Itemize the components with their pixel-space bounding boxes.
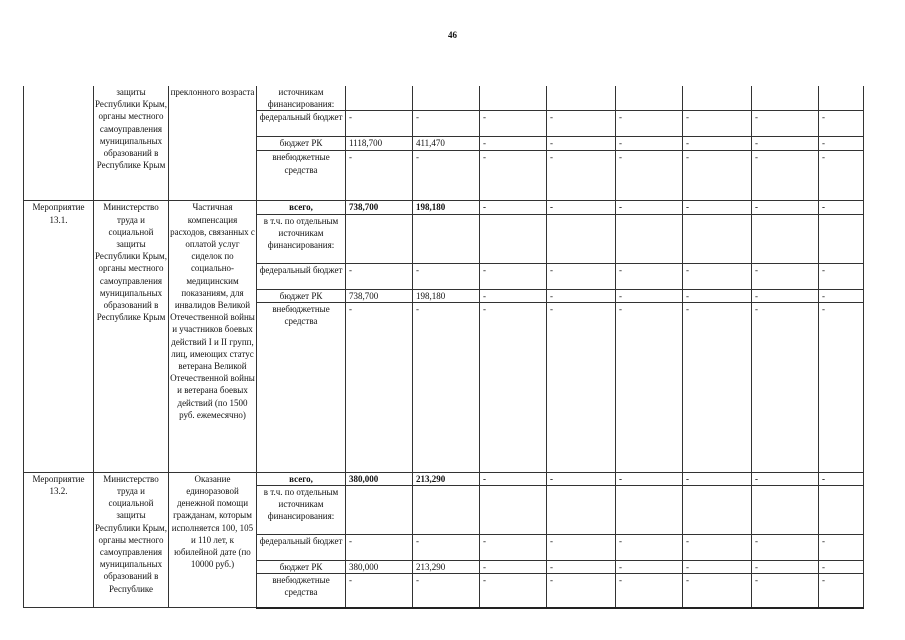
amount-cell: 411,470 xyxy=(413,137,480,151)
amount-cell xyxy=(683,214,752,263)
funding-source-cell: федеральный бюджет xyxy=(257,263,346,289)
amount-cell: - xyxy=(480,263,547,289)
amount-cell: - xyxy=(683,137,752,151)
amount-cell: - xyxy=(752,263,819,289)
amount-cell: - xyxy=(752,151,819,201)
funding-source-cell: федеральный бюджет xyxy=(257,111,346,137)
description-cell: преклонного возраста xyxy=(169,86,257,201)
amount-cell xyxy=(346,214,413,263)
amount-cell: - xyxy=(616,561,683,574)
amount-cell: - xyxy=(819,472,864,485)
amount-cell: 213,290 xyxy=(413,472,480,485)
amount-cell xyxy=(547,214,616,263)
amount-cell: - xyxy=(683,151,752,201)
amount-cell: - xyxy=(480,289,547,302)
amount-cell: - xyxy=(616,111,683,137)
amount-cell xyxy=(752,86,819,111)
amount-cell: - xyxy=(547,574,616,608)
funding-source-cell: в т.ч. по отдельным источникам финансирования: xyxy=(257,486,346,535)
amount-cell: - xyxy=(683,263,752,289)
amount-cell: - xyxy=(819,151,864,201)
amount-cell xyxy=(547,486,616,535)
funding-source-cell: источникам финансирования: xyxy=(257,86,346,111)
amount-cell: 198,180 xyxy=(413,201,480,214)
amount-cell: - xyxy=(346,111,413,137)
amount-cell: - xyxy=(547,561,616,574)
amount-cell: - xyxy=(683,472,752,485)
amount-cell: - xyxy=(683,201,752,214)
description-cell: Частичная компенсация расходов, связанных с оплатой услуг сиделок по социально-медицинским показаниям, для инвалидов Великой Отечественной войны и участников боевых действий I и II групп, лиц, имеющих статус ветерана Великой Отечественной войны и ветерана боевых действий (по 1500 руб. ежемесячно) xyxy=(169,201,257,472)
amount-cell: - xyxy=(346,151,413,201)
amount-cell xyxy=(616,486,683,535)
amount-cell xyxy=(616,86,683,111)
amount-cell: 213,290 xyxy=(413,561,480,574)
amount-cell xyxy=(683,486,752,535)
amount-cell: - xyxy=(616,137,683,151)
amount-cell xyxy=(819,486,864,535)
amount-cell: - xyxy=(752,574,819,608)
amount-cell: - xyxy=(480,302,547,472)
funding-source-cell: всего, xyxy=(257,472,346,485)
amount-cell: - xyxy=(819,561,864,574)
amount-cell: 198,180 xyxy=(413,289,480,302)
amount-cell: - xyxy=(819,111,864,137)
financing-table xyxy=(23,86,864,609)
funding-source-cell: внебюджетные средства xyxy=(257,302,346,472)
amount-cell: - xyxy=(480,472,547,485)
amount-cell: - xyxy=(346,574,413,608)
event-cell: Мероприятие 13.2. xyxy=(24,472,94,607)
amount-cell: 380,000 xyxy=(346,472,413,485)
event-cell: Мероприятие 13.1. xyxy=(24,201,94,472)
amount-cell: - xyxy=(683,561,752,574)
funding-source-cell: всего, xyxy=(257,201,346,214)
executor-cell: защиты Республики Крым, органы местного самоуправления муниципальных образований в Республике Крым xyxy=(94,86,169,201)
amount-cell: - xyxy=(752,137,819,151)
amount-cell: - xyxy=(480,111,547,137)
amount-cell: - xyxy=(752,201,819,214)
amount-cell: - xyxy=(413,302,480,472)
amount-cell: - xyxy=(752,472,819,485)
amount-cell: - xyxy=(616,151,683,201)
amount-cell: - xyxy=(683,111,752,137)
amount-cell xyxy=(346,86,413,111)
amount-cell: - xyxy=(819,574,864,608)
table-body xyxy=(24,86,864,608)
amount-cell: - xyxy=(752,535,819,561)
amount-cell: - xyxy=(480,561,547,574)
amount-cell: - xyxy=(683,535,752,561)
funding-source-cell: федеральный бюджет xyxy=(257,535,346,561)
amount-cell: - xyxy=(683,574,752,608)
amount-cell: - xyxy=(819,263,864,289)
amount-cell: - xyxy=(547,201,616,214)
amount-cell xyxy=(413,486,480,535)
amount-cell: - xyxy=(547,137,616,151)
event-cell xyxy=(24,86,94,201)
funding-source-cell: бюджет РК xyxy=(257,561,346,574)
amount-cell: - xyxy=(819,302,864,472)
amount-cell xyxy=(480,86,547,111)
amount-cell: - xyxy=(413,535,480,561)
amount-cell: - xyxy=(547,302,616,472)
amount-cell: - xyxy=(413,151,480,201)
amount-cell: - xyxy=(752,561,819,574)
amount-cell: - xyxy=(413,574,480,608)
amount-cell: - xyxy=(616,574,683,608)
amount-cell xyxy=(683,86,752,111)
amount-cell: - xyxy=(480,137,547,151)
amount-cell: - xyxy=(752,302,819,472)
amount-cell: - xyxy=(480,574,547,608)
amount-cell: - xyxy=(413,111,480,137)
amount-cell xyxy=(346,486,413,535)
amount-cell: - xyxy=(346,535,413,561)
amount-cell: - xyxy=(547,111,616,137)
amount-cell: - xyxy=(819,535,864,561)
amount-cell: - xyxy=(480,151,547,201)
funding-source-cell: внебюджетные средства xyxy=(257,574,346,608)
amount-cell xyxy=(752,486,819,535)
funding-source-cell: бюджет РК xyxy=(257,137,346,151)
amount-cell: - xyxy=(616,472,683,485)
amount-cell: - xyxy=(413,263,480,289)
description-cell: Оказание единоразовой денежной помощи гражданам, которым исполняется 100, 105 и 110 лет, к юбилейной дате (по 10000 руб.) xyxy=(169,472,257,607)
amount-cell: - xyxy=(683,289,752,302)
amount-cell: - xyxy=(819,289,864,302)
amount-cell: - xyxy=(346,263,413,289)
funding-source-cell: в т.ч. по отдельным источникам финансирования: xyxy=(257,214,346,263)
executor-cell: Министерство труда и социальной защиты Республики Крым, органы местного самоуправления муниципальных образований в Республике xyxy=(94,472,169,607)
page-number: 46 xyxy=(448,30,457,40)
funding-source-cell: внебюджетные средства xyxy=(257,151,346,201)
amount-cell: - xyxy=(547,535,616,561)
table-row xyxy=(24,201,864,214)
amount-cell: - xyxy=(616,535,683,561)
amount-cell xyxy=(480,486,547,535)
amount-cell: - xyxy=(616,302,683,472)
amount-cell xyxy=(819,214,864,263)
amount-cell: - xyxy=(480,201,547,214)
table-row xyxy=(24,86,864,111)
amount-cell: - xyxy=(616,201,683,214)
amount-cell: - xyxy=(819,201,864,214)
amount-cell: - xyxy=(547,151,616,201)
amount-cell: - xyxy=(346,302,413,472)
amount-cell xyxy=(480,214,547,263)
amount-cell xyxy=(413,214,480,263)
amount-cell: - xyxy=(547,472,616,485)
amount-cell: 738,700 xyxy=(346,201,413,214)
amount-cell: - xyxy=(752,289,819,302)
amount-cell: 738,700 xyxy=(346,289,413,302)
amount-cell: - xyxy=(480,535,547,561)
amount-cell xyxy=(752,214,819,263)
amount-cell: - xyxy=(616,289,683,302)
amount-cell: - xyxy=(547,289,616,302)
amount-cell: - xyxy=(616,263,683,289)
amount-cell xyxy=(413,86,480,111)
funding-source-cell: бюджет РК xyxy=(257,289,346,302)
amount-cell: - xyxy=(819,137,864,151)
amount-cell: - xyxy=(547,263,616,289)
amount-cell xyxy=(616,214,683,263)
executor-cell: Министерство труда и социальной защиты Республики Крым, органы местного самоуправления муниципальных образований в Республике Крым xyxy=(94,201,169,472)
amount-cell: 380,000 xyxy=(346,561,413,574)
amount-cell: - xyxy=(683,302,752,472)
amount-cell xyxy=(547,86,616,111)
amount-cell xyxy=(819,86,864,111)
amount-cell: 1118,700 xyxy=(346,137,413,151)
table-row xyxy=(24,472,864,485)
amount-cell: - xyxy=(752,111,819,137)
